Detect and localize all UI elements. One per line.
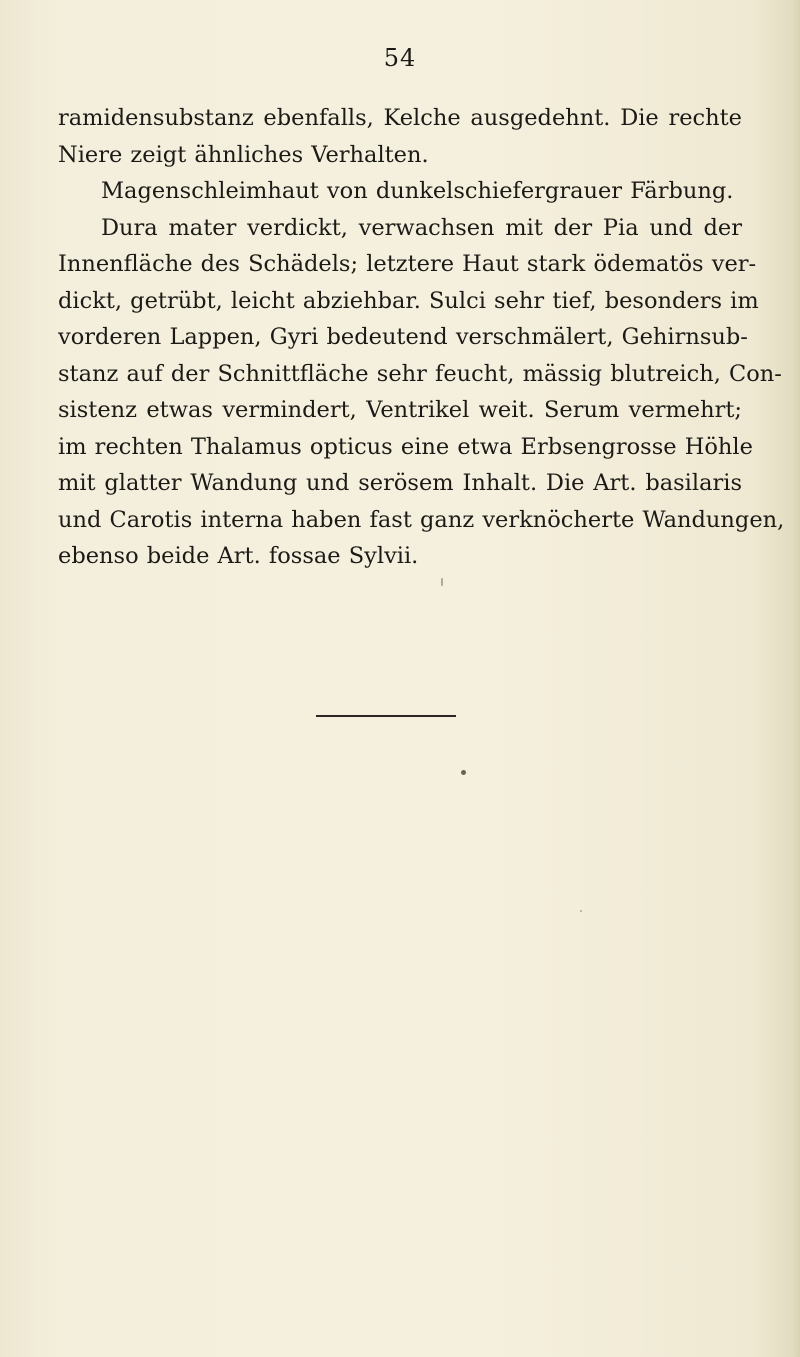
paper-speck [580,910,582,912]
text-line: mit glatter Wandung und serösem Inhalt. Die Art. basilaris [58,470,742,496]
section-divider-rule [316,715,456,717]
text-line: Innenfläche des Schädels; letztere Haut stark ödematös ver- [58,251,757,277]
text-line: vorderen Lappen, Gyri bedeutend verschmälert, Gehirnsub- [58,324,748,350]
text-line: Dura mater verdickt, verwachsen mit der Pia und der [101,214,742,241]
text-line: ramidensubstanz ebenfalls, Kelche ausgedehnt. Die rechte [58,105,742,131]
paper-speck [461,770,466,775]
page-number: 54 [383,44,417,72]
paper-speck [441,578,443,586]
body-text [58,100,785,575]
text-line: Magenschleimhaut von dunkelschiefergrauer Färbung. [101,178,734,204]
text-line: im rechten Thalamus opticus eine etwa Erbsengrosse Höhle [58,433,753,460]
text-line: stanz auf der Schnittfläche sehr feucht, mässig blutreich, Con- [58,360,782,387]
text-line: dickt, getrübt, leicht abziehbar. Sulci sehr tief, besonders im [58,287,759,314]
text-line: sistenz etwas vermindert, Ventrikel weit. Serum vermehrt; [58,397,742,423]
text-line: Niere zeigt ähnliches Verhalten. [58,141,429,168]
text-line: und Carotis interna haben fast ganz verknöcherte Wandungen, [58,506,785,533]
text-line: ebenso beide Art. fossae Sylvii. [58,543,419,569]
